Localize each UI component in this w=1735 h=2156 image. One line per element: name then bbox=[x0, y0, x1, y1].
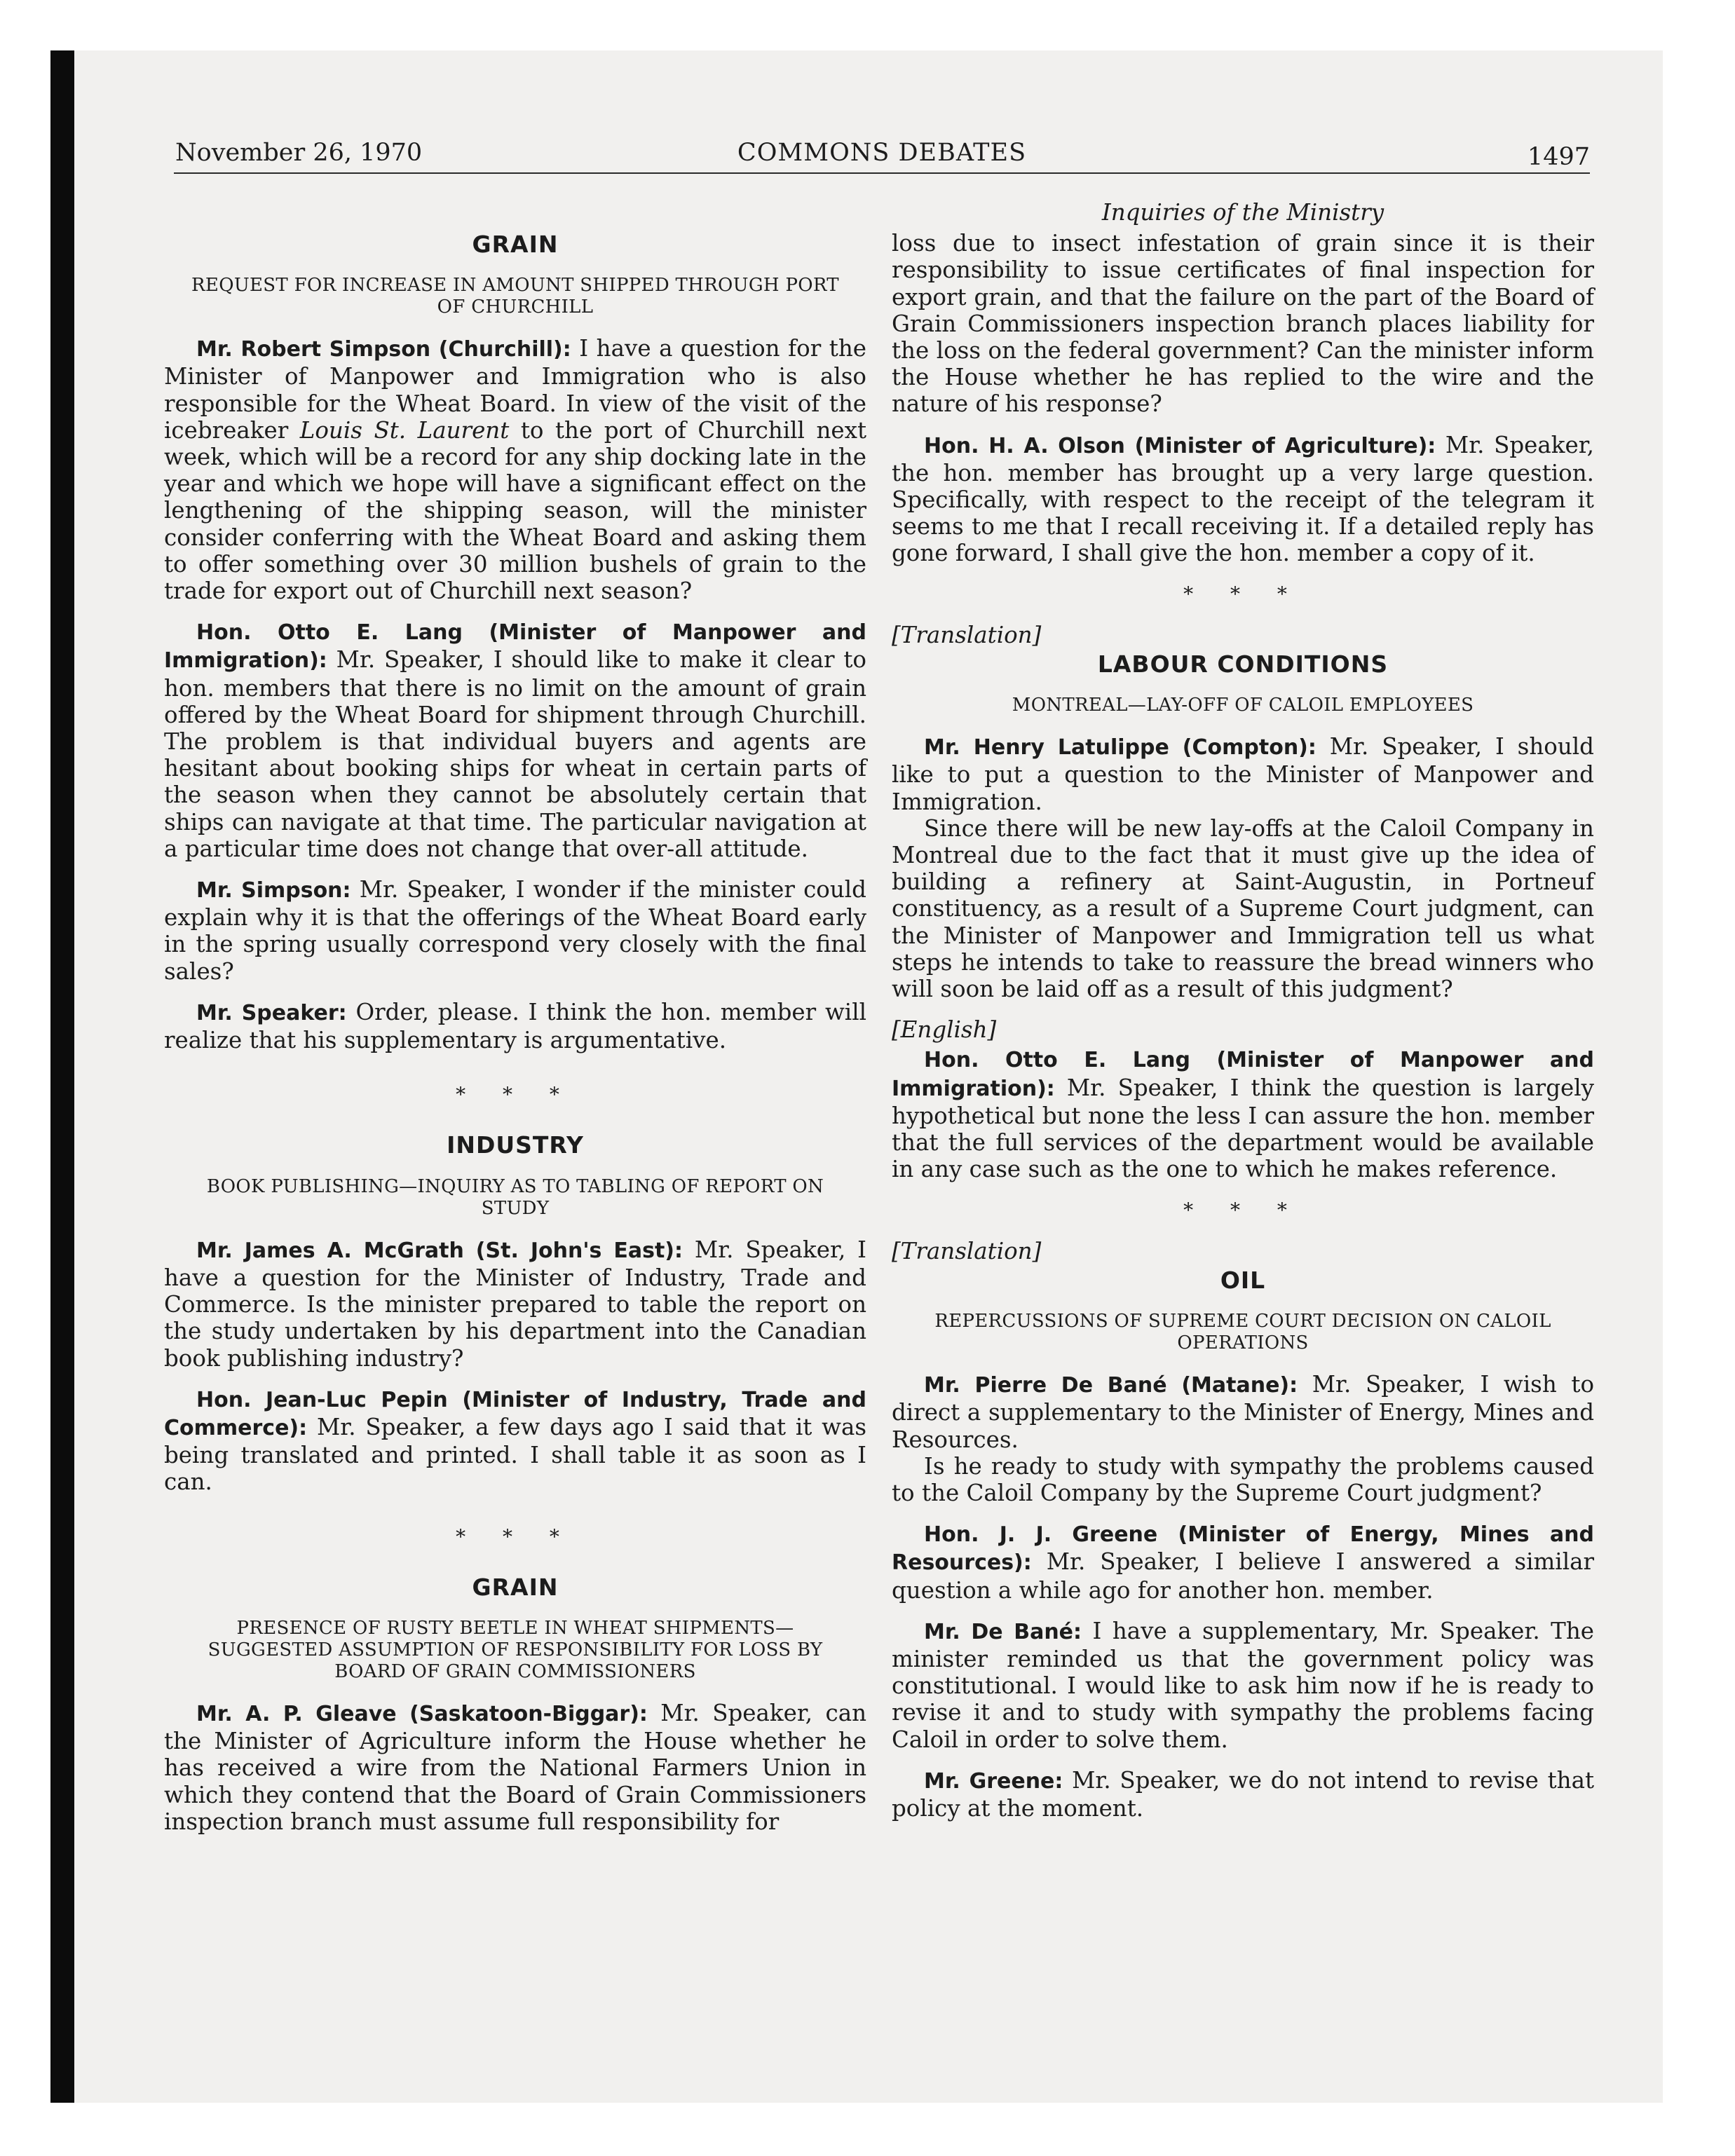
speech-text: Mr. Speaker, I have a question for the Minister of Industry, Trade and Commerce. Is the minister prepared to table the report on the study undertaken by his department into the Canadian book publishing industry? bbox=[164, 1236, 866, 1372]
speaker-name: Mr. A. P. Gleave (Saskatoon-Biggar): bbox=[196, 1701, 648, 1726]
speech-paragraph: Is he ready to study with sympathy the problems caused to the Caloil Company by the Supreme Court judgment? bbox=[892, 1452, 1594, 1506]
speaker-name: Mr. Henry Latulippe (Compton): bbox=[924, 735, 1316, 760]
section-separator: * * * bbox=[1183, 582, 1302, 606]
speech-text: Mr. Speaker, a few days ago I said that it was being translated and printed. I shall table it as soon as I can. bbox=[164, 1413, 866, 1496]
section-separator: * * * bbox=[1183, 1198, 1302, 1222]
page-header bbox=[174, 139, 1590, 174]
section-heading: OIL bbox=[1220, 1266, 1266, 1294]
speech-text: Mr. Speaker, I wish to direct a supplementary to the Minister of Energy, Mines and Resources. bbox=[892, 1371, 1595, 1453]
header-title: COMMONS DEBATES bbox=[737, 139, 1027, 167]
running-head: Inquiries of the Ministry bbox=[1101, 199, 1384, 226]
section-heading: GRAIN bbox=[472, 1573, 559, 1601]
speaker-name: Mr. Pierre De Bané (Matane): bbox=[924, 1373, 1298, 1398]
speaker-name: Mr. De Bané: bbox=[924, 1619, 1082, 1644]
page-number: 1497 bbox=[1527, 143, 1590, 171]
section-subheading: BOOK PUBLISHING—INQUIRY AS TO TABLING OF REPORT ON STUDY bbox=[206, 1175, 824, 1219]
speaker-name: Mr. James A. McGrath (St. John's East): bbox=[196, 1238, 683, 1263]
translation-note: [Translation] bbox=[892, 621, 1042, 648]
header-date: November 26, 1970 bbox=[175, 139, 423, 167]
speech-text: I have a question for the Minister of Manpower and Immigration who is also responsible for the Wheat Board. In view of the visit of the icebreaker bbox=[164, 335, 866, 444]
speaker-name: Hon. Jean-Luc Pepin (Minister of Industry, Trade and Commerce): bbox=[164, 1387, 866, 1440]
speech-paragraph: Since there will be new lay-offs at the Caloil Company in Montreal due to the fact that it must give up the idea of building a refinery at Saint-Augustin, in Portneuf constituency, as a result of a Supreme Court judgment, can the Minister of Manpower and Immigration tell us what steps he intends to take to reassure the bread winners who will soon be laid off as a result of this judgment? bbox=[892, 814, 1594, 1003]
section-heading: GRAIN bbox=[472, 231, 559, 258]
section-subheading: MONTREAL—LAY-OFF OF CALOIL EMPLOYEES bbox=[1012, 695, 1474, 716]
section-subheading: REQUEST FOR INCREASE IN AMOUNT SHIPPED THROUGH PORT OF CHURCHILL bbox=[191, 275, 839, 318]
speech-text: to the port of Churchill next week, which will be a record for any ship docking late in the year and which we hope will have a significant effect on the lengthening of the shipping season, will the minister consider conferring with the Wheat Board and asking them to offer something over 30 million bushels of grain to the trade for export out of Churchill next season? bbox=[164, 416, 866, 605]
speech-text: Mr. Speaker, the hon. member has brought up a very large question. Specifically, with respect to the receipt of the telegram it seems to me that I recall receiving it. If a detailed reply has gone forward, I shall give the hon. member a copy of it. bbox=[892, 431, 1595, 567]
speaker-name: Hon. H. A. Olson (Minister of Agriculture): bbox=[924, 433, 1436, 458]
section-heading: LABOUR CONDITIONS bbox=[1097, 650, 1389, 678]
speaker-name: Mr. Simpson: bbox=[196, 878, 351, 903]
ship-name: Louis St. Laurent bbox=[299, 416, 510, 444]
section-heading: INDUSTRY bbox=[447, 1131, 584, 1159]
section-separator: * * * bbox=[456, 1524, 575, 1548]
speaker-name: Mr. Robert Simpson (Churchill): bbox=[196, 337, 571, 362]
binding-edge bbox=[50, 50, 74, 2103]
speech-paragraph bbox=[892, 1618, 1594, 1753]
speech-paragraph bbox=[892, 432, 1594, 567]
section-subheading: REPERCUSSIONS OF SUPREME COURT DECISION ON CALOIL OPERATIONS bbox=[934, 1311, 1551, 1354]
speech-paragraph bbox=[892, 1767, 1594, 1822]
left-column bbox=[164, 202, 866, 1849]
speaker-name: Hon. Otto E. Lang (Minister of Manpower and Immigration): bbox=[892, 1048, 1594, 1101]
speech-text: Mr. Speaker, I should like to put a question to the Minister of Manpower and Immigration. bbox=[892, 733, 1594, 815]
continued-paragraph: loss due to insect infestation of grain since it is their responsibility to issue certificates of final inspection for export grain, and that the failure on the part of the Board of Grain Commissioners inspection branch places liability for the loss on the federal government? Can the minister inform the House whether he has replied to the wire and the nature of his response? bbox=[892, 230, 1594, 418]
speech-paragraph bbox=[892, 1371, 1594, 1453]
speech-text: Mr. Speaker, I wonder if the minister could explain why it is that the offerings of the Wheat Board early in the spring usually correspond very closely with the final sales? bbox=[164, 876, 866, 985]
speech-text: Mr. Speaker, can the Minister of Agriculture inform the House whether he has received a wire from the National Farmers Union in which they contend that the Board of Grain Commissioners inspection branch must assume full responsibility for bbox=[164, 1699, 866, 1835]
speech-text: Mr. Speaker, I think the question is largely hypothetical but none the less I can assure the hon. member that the full services of the department would be available in any case such as the one to which he makes reference. bbox=[892, 1074, 1594, 1183]
speech-text: Order, please. I think the hon. member will realize that his supplementary is argumentative. bbox=[164, 998, 866, 1054]
speech-text: Mr. Speaker, I should like to make it clear to hon. members that there is no limit on the amount of grain offered by the Wheat Board for shipment through Churchill. The problem is that individual buyers and agents are hesitant about booking ships for wheat in certain parts of the season when they cannot be absolutely certain that ships can navigate at that time. The particular navigation at a particular time does not change that over-all attitude. bbox=[164, 646, 866, 862]
speaker-name: Hon. J. J. Greene (Minister of Energy, Mines and Resources): bbox=[892, 1522, 1594, 1576]
section-separator: * * * bbox=[456, 1083, 575, 1107]
section-subheading: PRESENCE OF RUSTY BEETLE IN WHEAT SHIPMENTS—SUGGESTED ASSUMPTION OF RESPONSIBILITY FOR LOSS BY BOARD OF GRAIN COMMISSIONERS bbox=[207, 1617, 823, 1682]
speech-paragraph bbox=[892, 1046, 1594, 1182]
right-column bbox=[892, 199, 1595, 1836]
language-note: [English] bbox=[892, 1016, 997, 1044]
speech-paragraph bbox=[164, 335, 866, 604]
speech-text: Mr. Speaker, I believe I answered a similar question a while ago for another hon. member. bbox=[892, 1548, 1594, 1604]
speech-paragraph bbox=[164, 876, 866, 985]
speech-text: Mr. Speaker, we do not intend to revise that policy at the moment. bbox=[892, 1766, 1595, 1822]
speech-text: I have a supplementary, Mr. Speaker. The minister reminded us that the government policy was constitutional. I would like to ask him now if he is ready to revise it and to study with sympathy the problems facing Caloil in order to solve them. bbox=[892, 1617, 1594, 1753]
speech-paragraph bbox=[164, 618, 866, 862]
translation-note: [Translation] bbox=[892, 1237, 1042, 1264]
speaker-name: Mr. Speaker: bbox=[196, 1000, 347, 1025]
speech-paragraph bbox=[164, 1700, 866, 1835]
speech-paragraph bbox=[892, 1520, 1594, 1604]
speech-paragraph bbox=[164, 1386, 866, 1496]
speech-paragraph bbox=[164, 999, 866, 1053]
speaker-name: Hon. Otto E. Lang (Minister of Manpower and Immigration): bbox=[164, 620, 866, 674]
speech-paragraph bbox=[164, 1236, 866, 1372]
speaker-name: Mr. Greene: bbox=[924, 1768, 1063, 1794]
speech-paragraph bbox=[892, 733, 1594, 815]
